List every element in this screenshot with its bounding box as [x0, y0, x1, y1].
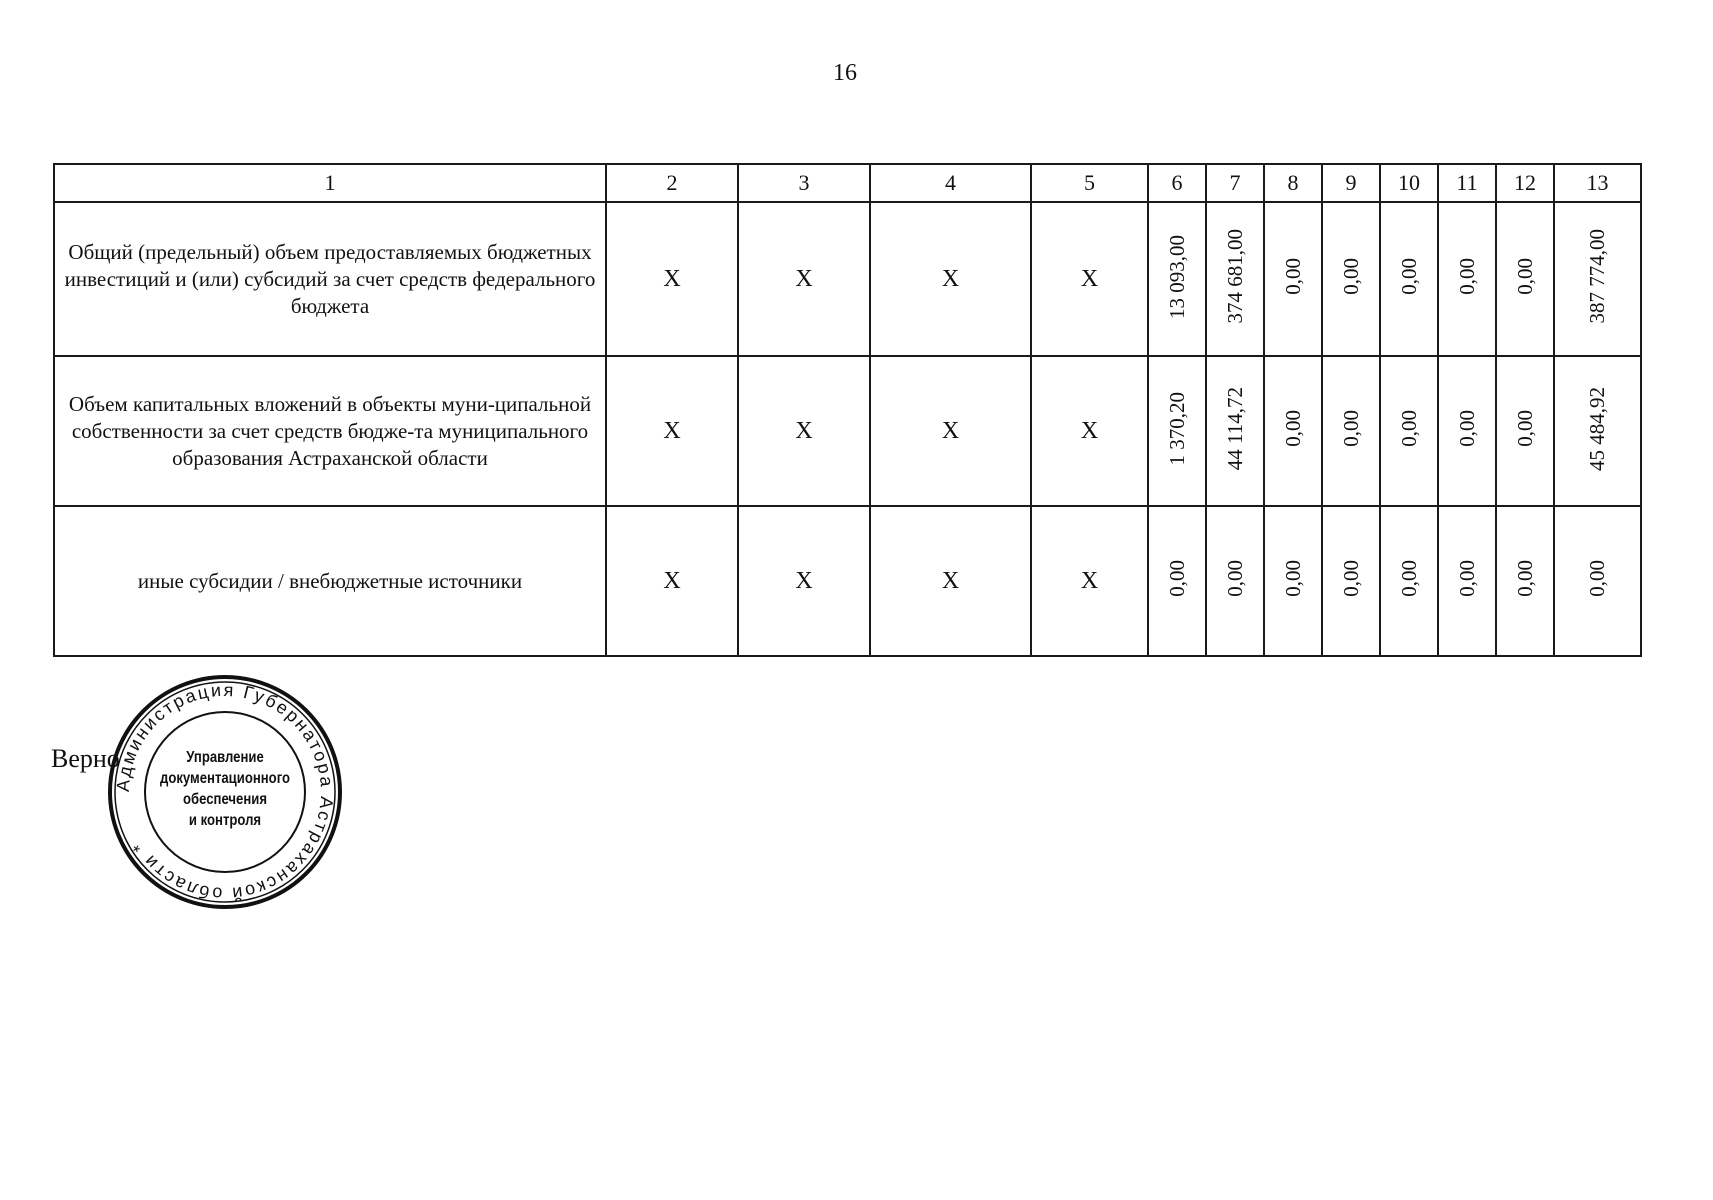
header-cell: 2 — [606, 164, 738, 202]
value-cell — [1322, 506, 1380, 656]
table-row — [54, 202, 1641, 356]
value-text: 0,00 — [1512, 410, 1537, 447]
header-cell: 13 — [1554, 164, 1641, 202]
value-cell — [1264, 356, 1322, 506]
verno-label: Верно — [51, 744, 120, 773]
value-text: 0,00 — [1338, 410, 1363, 447]
header-cell: 10 — [1380, 164, 1438, 202]
mark-cell: Х — [870, 356, 1031, 506]
value-cell — [1438, 506, 1496, 656]
value-cell — [1322, 356, 1380, 506]
header-cell: 7 — [1206, 164, 1264, 202]
header-cell: 11 — [1438, 164, 1496, 202]
header-cell: 3 — [738, 164, 870, 202]
value-text: 1 370,20 — [1164, 391, 1189, 466]
value-cell — [1380, 202, 1438, 356]
value-cell — [1496, 356, 1554, 506]
value-text: 0,00 — [1280, 258, 1305, 295]
value-cell — [1148, 356, 1206, 506]
stamp-line: обеспечения — [183, 791, 267, 808]
value-text: 44 114,72 — [1222, 386, 1247, 471]
value-cell — [1206, 202, 1264, 356]
header-cell: 6 — [1148, 164, 1206, 202]
value-text: 0,00 — [1280, 410, 1305, 447]
mark-cell: Х — [870, 506, 1031, 656]
value-cell — [1322, 202, 1380, 356]
value-text: 0,00 — [1396, 258, 1421, 295]
header-cell: 12 — [1496, 164, 1554, 202]
stamp-line: Управление — [186, 749, 264, 766]
stamp-line: документационного — [160, 770, 290, 787]
header-row — [54, 164, 1641, 202]
table-row — [54, 356, 1641, 506]
stamp-ring-text: Администрация Губернатора Астраханской области * — [112, 679, 338, 905]
mark-cell: Х — [1031, 202, 1148, 356]
value-cell — [1380, 506, 1438, 656]
value-text: 0,00 — [1164, 560, 1189, 597]
value-cell — [1554, 356, 1641, 506]
value-text: 0,00 — [1512, 560, 1537, 597]
value-cell — [1438, 356, 1496, 506]
mark-cell: Х — [738, 356, 870, 506]
mark-cell: Х — [606, 202, 738, 356]
value-cell — [1554, 202, 1641, 356]
value-cell — [1380, 356, 1438, 506]
row-label: иные субсидии / внебюджетные источники — [54, 506, 606, 656]
mark-cell: Х — [738, 506, 870, 656]
row-label: Общий (предельный) объем предоставляемых бюджетных инвестиций и (или) субсидий за счет средств федерального бюджета — [54, 202, 606, 356]
header-cell: 1 — [54, 164, 606, 202]
mark-cell: Х — [738, 202, 870, 356]
value-text: 0,00 — [1222, 560, 1247, 597]
value-text: 0,00 — [1454, 258, 1479, 295]
value-cell — [1148, 202, 1206, 356]
mark-cell: Х — [1031, 506, 1148, 656]
data-table — [53, 163, 1642, 657]
value-text: 0,00 — [1454, 410, 1479, 447]
value-cell — [1496, 506, 1554, 656]
official-stamp — [106, 673, 344, 911]
mark-cell: Х — [870, 202, 1031, 356]
page-number: 16 — [833, 60, 857, 86]
value-text: 0,00 — [1396, 560, 1421, 597]
value-cell — [1496, 202, 1554, 356]
value-text: 0,00 — [1280, 560, 1305, 597]
table-row — [54, 506, 1641, 656]
stamp-line: и контроля — [188, 812, 262, 829]
value-cell — [1438, 202, 1496, 356]
value-text: 374 681,00 — [1222, 229, 1247, 324]
value-text: 0,00 — [1338, 560, 1363, 597]
mark-cell: Х — [606, 506, 738, 656]
value-text: 0,00 — [1512, 258, 1537, 295]
value-text: 0,00 — [1396, 410, 1421, 447]
value-cell — [1264, 202, 1322, 356]
header-cell: 4 — [870, 164, 1031, 202]
value-text: 387 774,00 — [1585, 229, 1609, 324]
stamp-center-text — [127, 747, 322, 831]
row-label: Объем капитальных вложений в объекты муни-ципальной собственности за счет средств бюдже-та муниципального образования Астраханской области — [54, 356, 606, 506]
value-cell — [1148, 506, 1206, 656]
mark-cell: Х — [606, 356, 738, 506]
value-cell — [1554, 506, 1641, 656]
value-text: 0,00 — [1338, 258, 1363, 295]
value-cell — [1206, 356, 1264, 506]
header-cell: 5 — [1031, 164, 1148, 202]
value-cell — [1206, 506, 1264, 656]
mark-cell: Х — [1031, 356, 1148, 506]
value-cell — [1264, 506, 1322, 656]
header-cell: 8 — [1264, 164, 1322, 202]
value-text: 13 093,00 — [1164, 234, 1189, 319]
value-text: 45 484,92 — [1585, 386, 1609, 471]
value-text: 0,00 — [1585, 560, 1609, 597]
header-cell: 9 — [1322, 164, 1380, 202]
value-text: 0,00 — [1454, 560, 1479, 597]
